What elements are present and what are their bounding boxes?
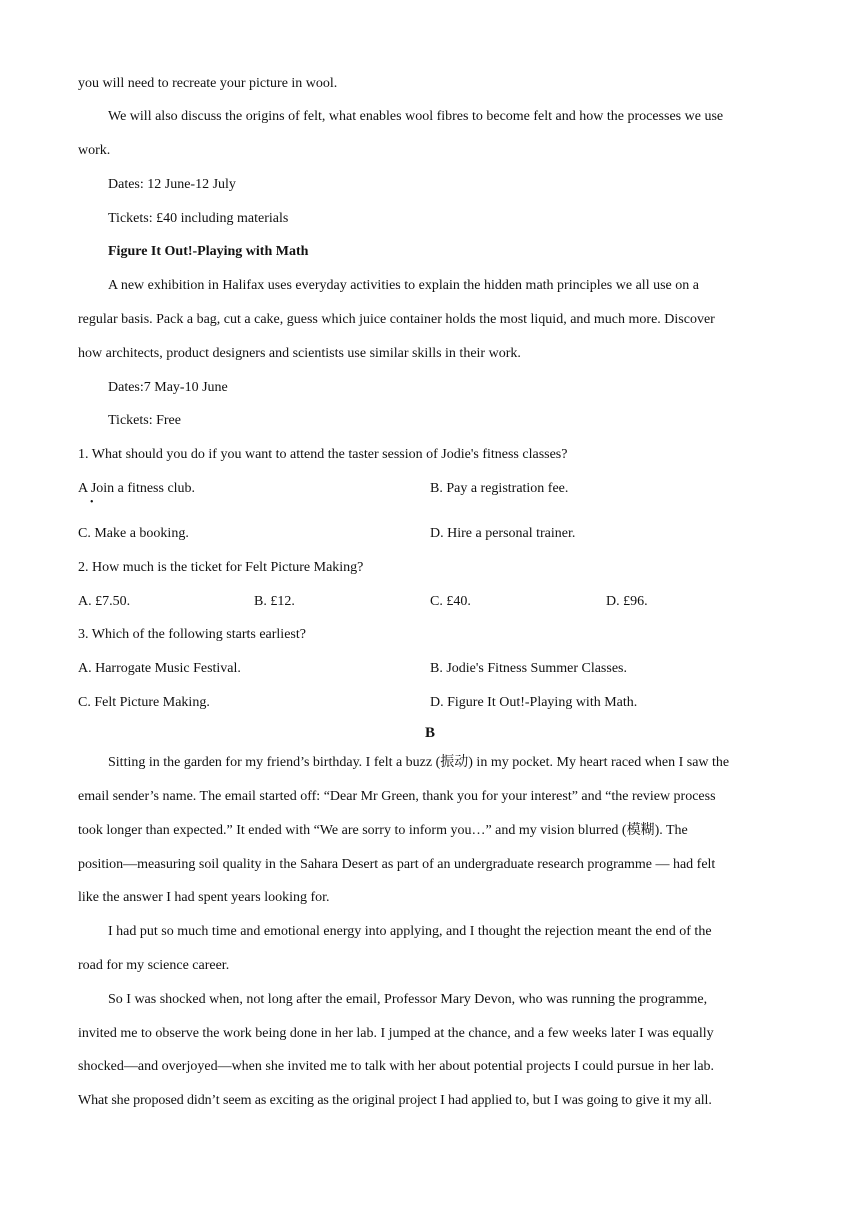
passage-b-line: like the answer I had spent years looking for. xyxy=(78,890,330,905)
felt-text-line: you will need to recreate your picture in wool. xyxy=(78,76,338,91)
question-2-option-c: C. £40. xyxy=(430,594,471,609)
question-1-option-c: C. Make a booking. xyxy=(78,526,189,541)
math-tickets: Tickets: Free xyxy=(108,413,181,428)
question-3-option-c: C. Felt Picture Making. xyxy=(78,695,210,710)
passage-b-line: shocked—and overjoyed—when she invited me to talk with her about potential projects I could pursue in her lab. xyxy=(78,1059,715,1074)
passage-b-line: position—measuring soil quality in the Sahara Desert as part of an undergraduate research programme — had felt xyxy=(78,857,716,872)
question-3-option-b: B. Jodie's Fitness Summer Classes. xyxy=(430,661,627,676)
passage-b-line: invited me to observe the work being done in her lab. I jumped at the chance, and a few weeks later I was equally xyxy=(78,1026,714,1041)
question-1-stem: 1. What should you do if you want to attend the taster session of Jodie's fitness classes? xyxy=(78,447,568,462)
passage-b-line: So I was shocked when, not long after the email, Professor Mary Devon, who was running the programme, xyxy=(108,992,708,1007)
passage-b-line: Sitting in the garden for my friend’s birthday. I felt a buzz (振动) in my pocket. My heart raced when I saw the xyxy=(108,755,730,770)
question-2-option-d: D. £96. xyxy=(606,594,648,609)
passage-b-line: took longer than expected.” It ended with “We are sorry to inform you…” and my vision blurred (模糊). The xyxy=(78,823,688,838)
math-event-title: Figure It Out!-Playing with Math xyxy=(108,244,309,259)
section-b-heading: B xyxy=(424,725,435,741)
question-2-option-a: A. £7.50. xyxy=(78,594,131,609)
question-2-stem: 2. How much is the ticket for Felt Picture Making? xyxy=(78,560,364,575)
passage-b-line: What she proposed didn’t seem as exciting as the original project I had applied to, but I was going to give it my all. xyxy=(78,1093,712,1108)
passage-b-line: road for my science career. xyxy=(78,958,230,973)
felt-tickets: Tickets: £40 including materials xyxy=(108,211,289,226)
question-1-option-d: D. Hire a personal trainer. xyxy=(430,526,576,541)
question-1-option-b: B. Pay a registration fee. xyxy=(430,481,569,496)
question-1-option-a: A Join a fitness club. xyxy=(78,481,196,496)
felt-dates: Dates: 12 June-12 July xyxy=(108,177,236,192)
stray-dot-mark: • xyxy=(90,497,94,508)
math-paragraph-line: regular basis. Pack a bag, cut a cake, guess which juice container holds the most liquid, and much more. Discover xyxy=(78,312,715,327)
question-3-option-d: D. Figure It Out!-Playing with Math. xyxy=(430,695,638,710)
passage-b-line: I had put so much time and emotional energy into applying, and I thought the rejection meant the end of the xyxy=(108,924,712,939)
passage-b-line: email sender’s name. The email started off: “Dear Mr Green, thank you for your interest” and “the review process xyxy=(78,789,716,804)
felt-paragraph-line: We will also discuss the origins of felt, what enables wool fibres to become felt and how the processes we use xyxy=(108,109,724,124)
math-dates: Dates:7 May-10 June xyxy=(108,380,228,395)
felt-paragraph-line: work. xyxy=(78,143,111,158)
question-2-option-b: B. £12. xyxy=(254,594,295,609)
question-3-stem: 3. Which of the following starts earliest? xyxy=(78,627,306,642)
math-paragraph-line: A new exhibition in Halifax uses everyday activities to explain the hidden math principles we all use on a xyxy=(108,278,699,293)
math-paragraph-line: how architects, product designers and scientists use similar skills in their work. xyxy=(78,346,521,361)
question-3-option-a: A. Harrogate Music Festival. xyxy=(78,661,241,676)
